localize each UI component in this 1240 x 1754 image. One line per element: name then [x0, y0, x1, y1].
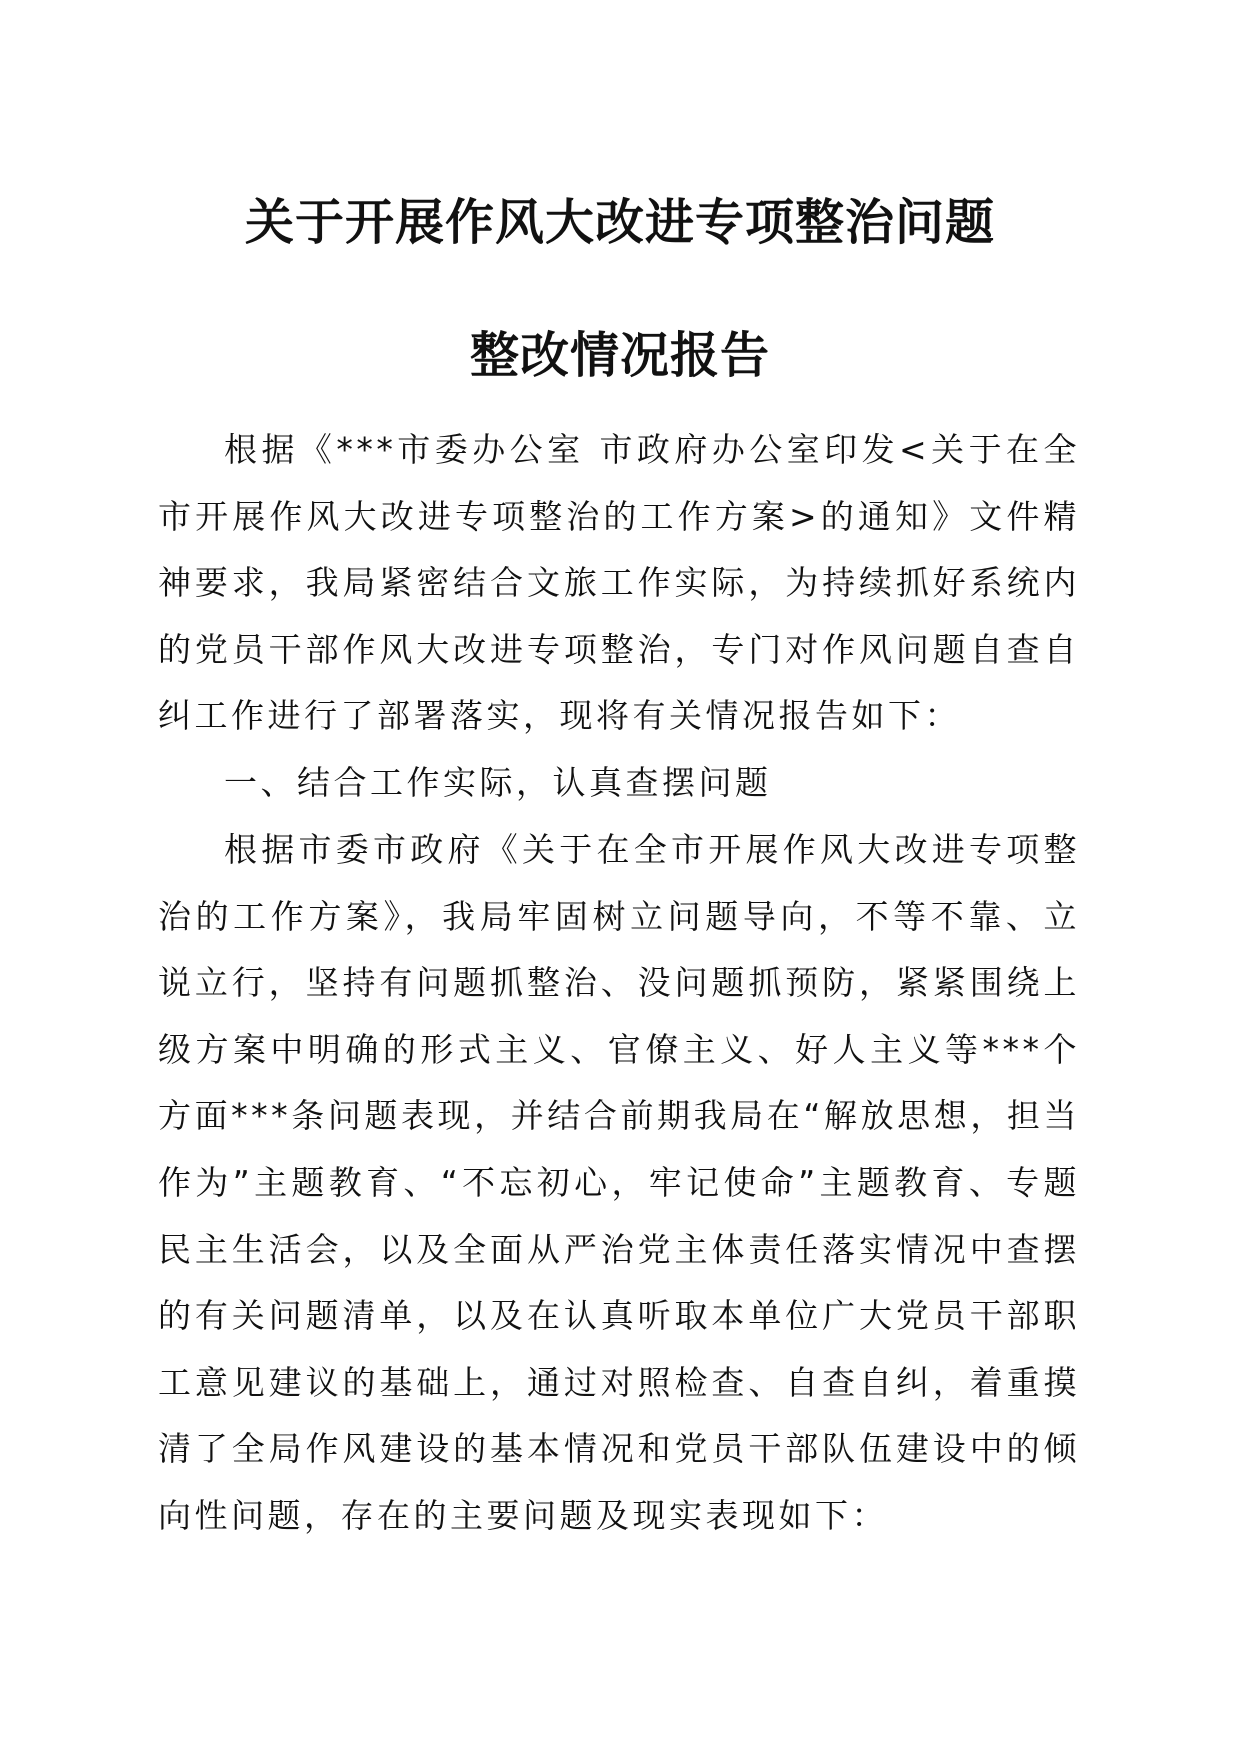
- section-heading-1: 一、结合工作实际，认真查摆问题: [224, 763, 772, 802]
- document-title-line-1: 关于开展作风大改进专项整治问题: [244, 193, 995, 251]
- section-1-paragraph: 根据市委市政府《关于在全市开展作风大改进专项整治的工作方案》，我局牢固树立问题导向，不等不靠、立说立行，坚持有问题抓整治、没问题抓预防，紧紧围绕上级方案中明确的形式主义、官僚主义、好人主义等***个方面***条问题表现，并结合前期我局在“解放思想，担当作为”主题教育、“不忘初心，牢记使命”主题教育、专题民主生活会，以及全面从严治党主体责任落实情况中查摆的有关问题清单，以及在认真听取本单位广大党员干部职工意见建议的基础上，通过对照检查、自查自纠，着重摸清了全局作风建设的基本情况和党员干部队伍建设中的倾向性问题，存在的主要问题及现实表现如下：: [158, 830, 1080, 1535]
- document-title-line-2: 整改情况报告: [469, 326, 770, 384]
- intro-paragraph: 根据《***市委办公室 市政府办公室印发<关于在全市开展作风大改进专项整治的工作方案>的通知》文件精神要求，我局紧密结合文旅工作实际，为持续抓好系统内的党员干部作风大改进专项整治，专门对作风问题自查自纠工作进行了部署落实，现将有关情况报告如下：: [158, 430, 1080, 736]
